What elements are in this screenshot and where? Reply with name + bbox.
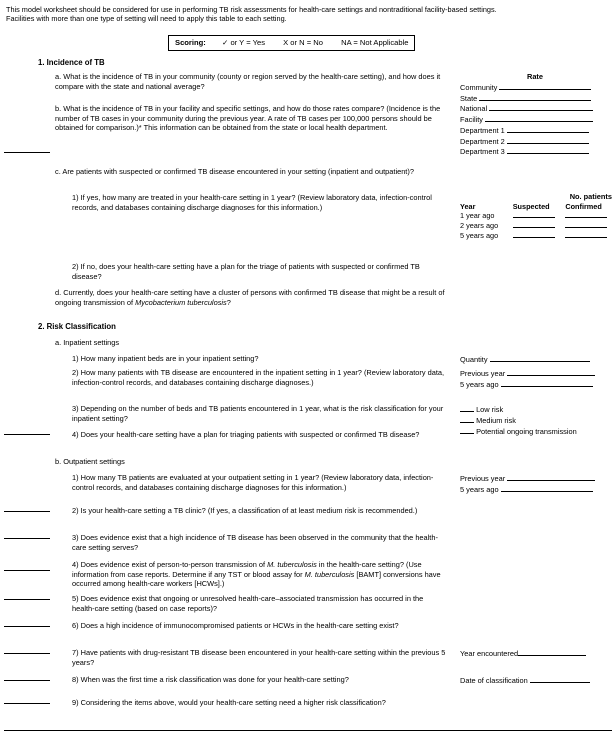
rate-row-facility xyxy=(460,114,612,125)
outpatient-five-years-label: 5 years ago xyxy=(460,484,499,494)
question-1b: b. What is the incidence of TB in your facility and specific settings, and how do those rates compare? (Incidence is the number of TB cases in your community during the previous year. A rate of TB cases per 100,000 persons should be obtained for comparison.)* This information can be obtained from the state or local health department. xyxy=(55,104,441,133)
outpatient-year-fields xyxy=(460,473,595,495)
patients-table xyxy=(458,192,616,240)
confirmed-5-input[interactable] xyxy=(563,231,616,241)
answer-blank-2b5[interactable] xyxy=(4,599,50,600)
rate-label-facility: Facility xyxy=(460,115,483,125)
question-2b-7: 7) Have patients with drug-resistant TB disease been encountered in your health-care setting within the previous 5 years? xyxy=(72,648,446,667)
rate-table xyxy=(460,72,612,157)
th-suspected: Suspected xyxy=(512,201,550,211)
outpatient-previous-year-row xyxy=(460,473,595,484)
outpatient-five-years-input[interactable] xyxy=(501,484,593,492)
five-years-ago-input[interactable] xyxy=(501,379,593,387)
answer-blank-2b3[interactable] xyxy=(4,538,50,539)
scoring-legend xyxy=(168,35,448,51)
suspected-2-input[interactable] xyxy=(511,221,564,231)
scoring-no: X or N = No xyxy=(283,38,324,47)
outpatient-five-years-row xyxy=(460,484,595,495)
year-2-label: 2 years ago xyxy=(460,221,499,231)
previous-year-input[interactable] xyxy=(507,368,595,376)
question-2a-1: 1) How many inpatient beds are in your inpatient setting? xyxy=(72,354,259,363)
rate-row-state xyxy=(460,93,612,104)
five-years-ago-label: 5 years ago xyxy=(460,379,499,389)
confirmed-1-input[interactable] xyxy=(563,211,616,221)
answer-blank-2b2[interactable] xyxy=(4,511,50,512)
table-row xyxy=(458,211,616,221)
table-header-row xyxy=(458,202,616,212)
outpatient-previous-year-input[interactable] xyxy=(507,473,595,481)
section-1-heading xyxy=(38,58,105,67)
rate-table-title: Rate xyxy=(526,72,544,81)
answer-blank-2b6[interactable] xyxy=(4,626,50,627)
year-encountered-label: Year encountered xyxy=(460,649,519,658)
rate-input-dept1[interactable] xyxy=(507,125,589,133)
rate-row-dept2 xyxy=(460,136,612,147)
scoring-label: Scoring: xyxy=(175,38,206,47)
rate-label-national: National xyxy=(460,104,488,114)
option-potential-transmission[interactable] xyxy=(460,426,577,437)
rate-input-national[interactable] xyxy=(489,103,593,111)
section-2-number: 2. xyxy=(38,322,45,331)
quantity-label: Quantity xyxy=(460,355,488,364)
rate-row-dept3 xyxy=(460,146,612,157)
section-1-title: Incidence of TB xyxy=(46,58,105,67)
answer-blank-2b9[interactable] xyxy=(4,703,50,704)
rate-label-dept1: Department 1 xyxy=(460,125,505,135)
rate-input-state[interactable] xyxy=(479,93,591,101)
answer-blank-2a4[interactable] xyxy=(4,434,50,435)
th-year: Year xyxy=(460,201,476,211)
question-2a-4: 4) Does your health-care setting have a plan for triaging patients with suspected or confirmed TB disease? xyxy=(72,430,420,439)
question-2b-8: 8) When was the first time a risk classification was done for your health-care setting? xyxy=(72,675,349,684)
rate-input-dept2[interactable] xyxy=(507,136,589,144)
answer-blank-1c[interactable] xyxy=(4,152,50,153)
year-5-label: 5 years ago xyxy=(460,230,499,240)
section-2-title: Risk Classification xyxy=(46,322,116,331)
risk-classification-options xyxy=(460,404,577,436)
th-confirmed: Confirmed xyxy=(565,201,602,211)
date-of-classification-input[interactable] xyxy=(530,675,590,683)
answer-blank-2b4[interactable] xyxy=(4,570,50,571)
medium-risk-label: Medium risk xyxy=(476,415,516,425)
question-2a-2: 2) How many patients with TB disease are encountered in the inpatient setting in 1 year? (Review laboratory data, infection-control records, and databases containing discharge diagnoses.) xyxy=(72,368,445,387)
question-1a: a. What is the incidence of TB in your community (county or region served by the health-care setting), and how does it compare with the state and national average? xyxy=(55,72,441,91)
table-row xyxy=(458,221,616,231)
suspected-5-input[interactable] xyxy=(511,231,564,241)
inpatient-year-fields xyxy=(460,368,595,390)
section-1-number: 1. xyxy=(38,58,45,67)
question-2b-4-italic-2: M. tuberculosis xyxy=(304,569,355,579)
question-1d-pre: d. Currently, does your health-care setting have a cluster of persons with confirmed TB disease that might be a result of ongoing transmission of xyxy=(55,288,445,307)
rate-label-dept2: Department 2 xyxy=(460,136,505,146)
rate-input-facility[interactable] xyxy=(485,114,593,122)
date-of-classification-label: Date of classification xyxy=(460,676,528,685)
answer-blank-2b8[interactable] xyxy=(4,680,50,681)
question-2b-4-mid: in the health-care setting? (Use information from case reports. Determine if any TST or blood assay for xyxy=(72,560,422,579)
five-years-ago-row xyxy=(460,379,595,390)
previous-year-row xyxy=(460,368,595,379)
answer-blank-2b7[interactable] xyxy=(4,653,50,654)
scoring-yes: or Y = Yes xyxy=(230,38,265,47)
question-2a-3: 3) Depending on the number of beds and TB patients encountered in 1 year, what is the risk classification for your inpatient setting? xyxy=(72,404,444,423)
question-1c: c. Are patients with suspected or confirmed TB disease encountered in your setting (inpatient and outpatient)? xyxy=(55,167,414,176)
question-2b-4-pre: 4) Does evidence exist of person-to-person transmission of xyxy=(72,560,268,569)
question-2b-9: 9) Considering the items above, would your health-care setting need a higher risk classification? xyxy=(72,698,386,707)
year-encountered-field xyxy=(460,648,586,659)
question-2b-3: 3) Does evidence exist that a high incidence of TB disease has been observed in the community that the health-care setting serves? xyxy=(72,533,438,552)
question-2b-5: 5) Does evidence exist that ongoing or unresolved health-care–associated transmission has occurred in the health-care setting (based on case reports)? xyxy=(72,594,424,613)
quantity-input[interactable] xyxy=(490,354,590,362)
quantity-field xyxy=(460,354,590,365)
question-2b-6: 6) Does a high incidence of immunocompromised patients or HCWs in the health-care setting exist? xyxy=(72,621,399,630)
page-bottom-rule xyxy=(4,730,612,731)
scoring-box xyxy=(168,35,415,51)
date-of-classification-field xyxy=(460,675,590,686)
question-2b-1: 1) How many TB patients are evaluated at your outpatient setting in 1 year? (Review laboratory data, infection-control records, and databases containing discharge diagnoses for this information.) xyxy=(72,473,434,492)
question-1d-italic: Mycobacterium tuberculosis xyxy=(135,297,227,307)
rate-label-community: Community xyxy=(460,82,498,92)
intro-line-1: This model worksheet should be considered for use in performing TB risk assessments for health-care settings and nontraditional facility-based settings. xyxy=(6,5,497,14)
suspected-1-input[interactable] xyxy=(511,211,564,221)
question-2b-4 xyxy=(72,560,447,589)
potential-transmission-checkbox[interactable] xyxy=(460,426,474,434)
subsection-2b-label: b. Outpatient settings xyxy=(55,457,125,466)
question-2b-4-italic-1: M. tuberculosis xyxy=(267,560,317,569)
question-2b-4-post: [BAMT] conversions have occurred among health-care workers [HCWs].) xyxy=(72,569,441,589)
rate-row-national xyxy=(460,103,612,114)
rate-row-community xyxy=(460,82,612,93)
intro-line-2: Facilities with more than one type of setting will need to apply this table to each setting. xyxy=(6,14,287,24)
previous-year-label: Previous year xyxy=(460,369,506,378)
question-1d-post: ? xyxy=(226,297,231,307)
potential-transmission-label: Potential ongoing transmission xyxy=(476,426,577,436)
table-row xyxy=(458,231,616,241)
subsection-2a-label: a. Inpatient settings xyxy=(55,338,120,347)
rate-label-state: State xyxy=(460,93,478,103)
rate-label-dept3: Department 3 xyxy=(460,147,505,157)
question-1c-2: 2) If no, does your health-care setting have a plan for the triage of patients with suspected or confirmed TB disease? xyxy=(72,262,420,281)
year-1-label: 1 year ago xyxy=(460,211,495,221)
question-1c-1: 1) If yes, how many are treated in your health-care setting in 1 year? (Review laboratory data, infection-control records, and databases containing discharge diagnoses for this information.) xyxy=(72,193,432,212)
confirmed-2-input[interactable] xyxy=(563,221,616,231)
rate-input-community[interactable] xyxy=(499,82,591,90)
check-icon: ✓ xyxy=(221,38,229,47)
low-risk-label: Low risk xyxy=(476,405,504,414)
question-2b-2: 2) Is your health-care setting a TB clinic? (If yes, a classification of at least medium risk is recommended.) xyxy=(72,506,418,515)
intro-paragraph xyxy=(6,5,610,24)
patients-table-grid xyxy=(458,202,616,241)
question-1d xyxy=(55,288,445,307)
section-2-heading xyxy=(38,322,116,331)
rate-row-dept1 xyxy=(460,125,612,136)
rate-input-dept3[interactable] xyxy=(507,146,589,154)
option-low-risk[interactable] xyxy=(460,404,577,415)
patients-table-title: No. patients xyxy=(569,192,612,201)
option-medium-risk[interactable] xyxy=(460,415,577,426)
medium-risk-checkbox[interactable] xyxy=(460,415,474,423)
scoring-na: NA = Not Applicable xyxy=(341,38,409,47)
year-encountered-input[interactable] xyxy=(518,648,586,656)
outpatient-previous-year-label: Previous year xyxy=(460,474,506,483)
low-risk-checkbox[interactable] xyxy=(460,404,474,412)
